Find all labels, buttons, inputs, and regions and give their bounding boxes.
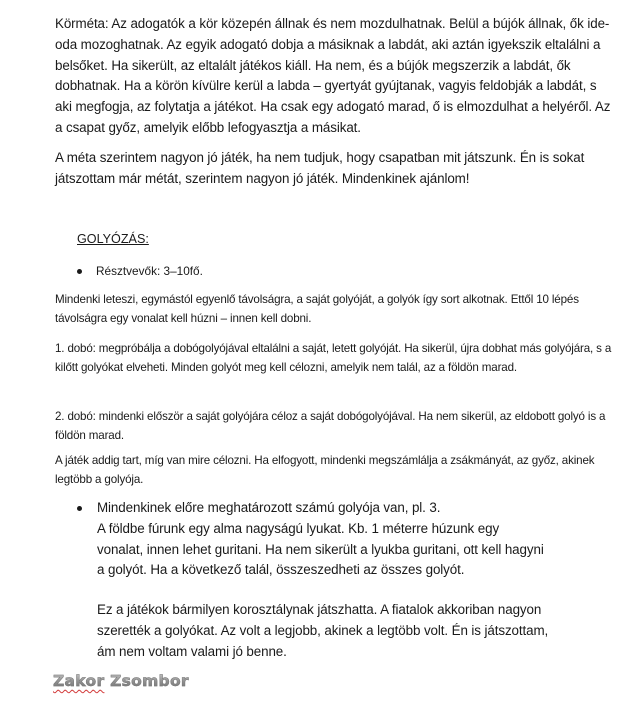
- author-signature: [53, 672, 189, 690]
- kormeta-paragraph: Körméta: Az adogatók a kör közepén állnak és nem mozdulhatnak. Belül a bújók állnak, ők ide-oda mozoghatnak. Az egyik adogató dobja a másiknak a labdát, aki aztán igyekszik eltalálni a belsőket. Ha sikerült, az eltalált játékos kiáll. Ha nem, és a bújók megszerzik a labdát, ők dobhatnak. Ha a körön kívülre kerül a labda – gyertyát gyújtanak, vagyis feldobják a labdát, s aki megfogja, az folytatja a játékot. Ha csak egy adogató marad, ő is elmozdulhat a helyéről. Az a csapat győz, amelyik előbb lefogyasztja a másikat.: [55, 16, 611, 135]
- meta-opinion-paragraph: A méta szerintem nagyon jó játék, ha nem tudjuk, hogy csapatban mit játszunk. Én is sokat játszottam már métát, szerintem nagyon jó játék. Mindenkinek ajánlom!: [55, 150, 585, 186]
- signature-last-name: Zsombor: [110, 672, 189, 690]
- bullet-icon: [77, 269, 82, 274]
- signature-first-name: Zakor: [53, 672, 105, 690]
- closing-paragraph: Ez a játékok bármilyen korosztálynak játszhatta. A fiatalok akkoriban nagyon szerették a golyókat. Az volt a legjobb, akinek a legtöbb volt. Én is játszottam, ám nem voltam valami jó benne.: [97, 602, 549, 659]
- rolling-bullet-line1: Mindenkinek előre meghatározott számú golyója van, pl. 3.: [97, 500, 441, 515]
- rolling-bullet-line2: A földbe fúrunk egy alma nagyságú lyukat. Kb. 1 méterre húzunk egy vonalat, innen lehet guritani. Ha nem sikerült a lyukba guritani, ott kell hagyni a golyót. Ha a következő talál, összeszedheti az összes golyót.: [97, 520, 544, 578]
- participants-text: Résztvevők: 3–10fő.: [96, 264, 203, 278]
- bullet-icon: [77, 506, 82, 511]
- game-end-paragraph: A játék addig tart, míg van mire célozni. Ha elfogyott, mindenki megszámlálja a zsákmányát, az győz, akinek legtöbb a golyója.: [55, 454, 595, 486]
- rolling-bullet-item: [77, 498, 617, 581]
- thrower1-paragraph: 1. dobó: megpróbálja a dobógolyójával eltalálni a saját, letett golyóját. Ha sikerül, újra dobhat más golyójára, s a kilőtt golyókat elveheti. Minden golyót meg kell célozni, amelyik nem talál, az a földön marad.: [55, 342, 612, 374]
- participants-bullet-item: [77, 262, 203, 280]
- setup-paragraph: Mindenki leteszi, egymástól egyenlő távolságra, a saját golyóját, a golyók így sort alkotnak. Ettől 10 lépés távolságra egy vonalat kell húzni – innen kell dobni.: [55, 293, 579, 325]
- thrower2-paragraph: 2. dobó: mindenki először a saját golyójára céloz a saját dobógolyójával. Ha nem sikerül, az eldobott golyó is a földön marad.: [55, 410, 606, 442]
- rolling-bullet-text: [97, 498, 547, 581]
- golyozas-heading: GOLYÓZÁS:: [77, 232, 149, 246]
